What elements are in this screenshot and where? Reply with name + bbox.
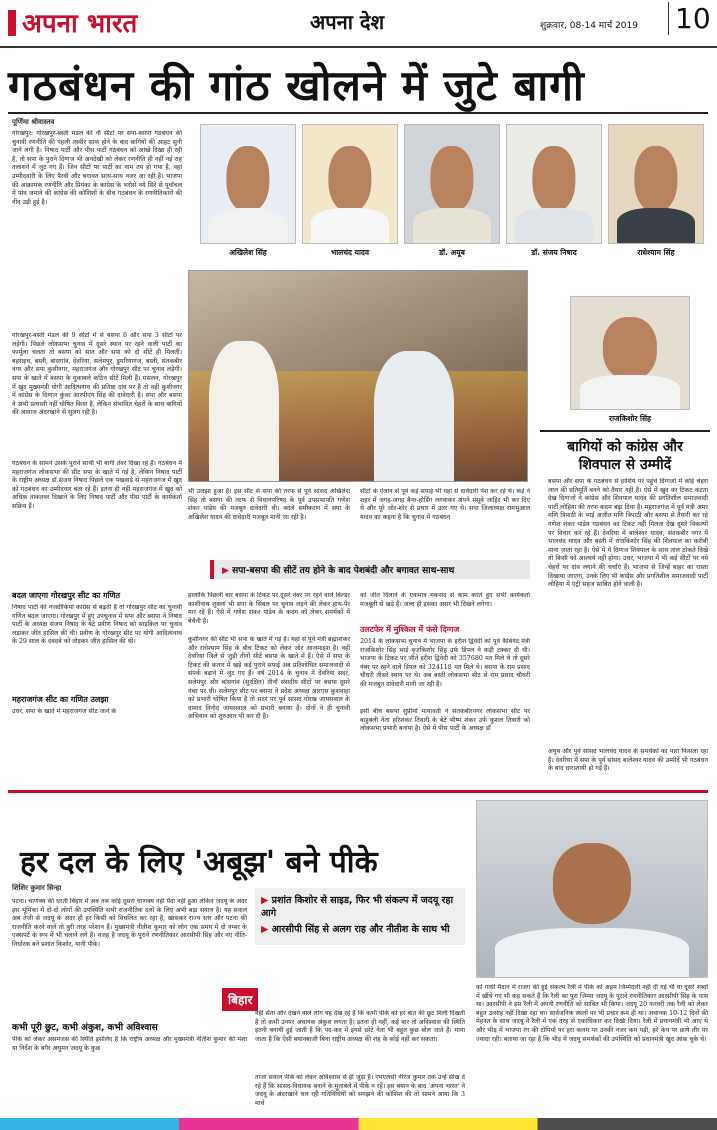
story1-paragraph: 2014 के लोकसभा चुनाव में भाजपा के हरीश द्विवेदी को पूर्व कैबिनेट मंत्री राजकिशोर सिंह भाई बृजकिशोर सिंह उर्फ डिंपल ने कड़ी टक्कर दी थी। भाजपा के टिकट पर जीते हरीश द्विवेदी को 357680 मत मिले थे तो दूसरे नंबर पर रहने वाले डिंपल को 324118 मत मिले थे। बसपा के राम प्रसाद चौधरी तीसरे स्थान पर थे। अब बस्ती लोकसभा सीट से राम प्रसाद चौधरी की मजबूत दावेदारी मानी जा रही है। (360, 638, 530, 688)
story2-paragraph: पीके को लेकर असमंजस की स्थिति इसलिए है कि राष्ट्रीय अध्यक्ष और मुख्यमंत्री नीतीश कुमार की मंशा या निर्देश के बगैर अघुमन जदयू के कुछ (12, 1036, 247, 1052)
portrait-photo (302, 124, 398, 244)
pull-quote (255, 888, 465, 945)
portrait-caption: राजकिशोर सिंह (609, 414, 651, 423)
story1-paragraph: इसी बीच बसपा सुप्रीमो मायावती ने संतकबीरनगर लोकसभा सीट पर बाहुबली नेता हरिशंकर तिवारी के बेटे भीष्म शंकर उर्फ कुशल तिवारी को लोकसभा प्रभारी बनाया है। ऐसे में पीस पार्टी के अध्यक्ष डॉ (360, 708, 530, 733)
story1-subhead: महराजगंज सीट का गणित उलझा (12, 695, 109, 704)
story2-subhead: कभी पूरी छुट, कभी अंकुश, कभी अविश्वास (12, 1023, 158, 1033)
region-tag: बिहार (222, 988, 258, 1011)
story1-paragraph: गठबंधन के सामने उसके पुराने साथी भी बागी तेवर दिखा रहे हैं। गठबंधन में महराजगंज लोकसभा की सीट सपा के खाते में गई है, लेकिन निषाद पार्टी के राष्ट्रीय अध्यक्ष डॉ.संजय निषाद पिछले एक पखवाड़े से महराजगंज में खुद को गठबंधन का उम्मीदवार बता रहे हैं। इतना ही नहीं महराजगंज में खुद को अधिक ताकतवर दिखाने के लिए निषाद पार्टी और पीस पार्टी के कार्यकर्ता सक्रिय हैं। (12, 460, 182, 510)
story2-paragraph: नहीं सेंता और देखने वाले लोग यह देख रहे हैं कि कभी पीके को हर बात की छूट मिली दिखती है तो कभी उनपर अचानक अंकुश लगता है। इतना ही नहीं, कई बार तो अविश्वास की स्थिति इतनी बनायी हुई जाती है कि पद-कद में इनसे छोटे नेता भी बहुत कुछ बोल जाते हैं। माना जाता है कि ऐसी बयानबाजी बिना राष्ट्रीय अध्यक्ष की शह के कोई नहीं कर सकता। (255, 1010, 465, 1043)
story1-headline: गठबंधन की गांठ खोलने में जुटे बागी (8, 61, 585, 110)
shirt (617, 208, 696, 243)
portrait-photo (404, 124, 500, 244)
story1-paragraph: उधर, सपा के खाते में महराजगंज सीट जाने के (12, 708, 117, 715)
story1-paragraph: को जीत दिलाने के एकमात्र मकसद से काम करते हुए सभी कार्यकर्ता मजबूती से खड़े हैं। जल्द ही इसका असर भी दिखने लगेगा। (360, 592, 530, 608)
portrait-row (200, 124, 708, 264)
shirt (209, 208, 288, 243)
story1-paragraph: निषाद पार्टी की नजदीकियां कांग्रेस से बढ़ती हैं तो गोरखपुर सीट का चुनावी गणित बदल जाएगा। गोरखपुर में हुए उपचुनाव में सपा और बसपा ने निषाद पार्टी के अध्यक्ष संजय निषाद के बेटे प्रवीण निषाद को साइकिल पर चुनाव लड़ाकर जीत हासिल की थी। प्रवीण के गोरखपुर सीट पर योगी आदित्यनाथ के 29 साल के दबदबे को तोड़कर जीत हासिल की थी। (12, 604, 182, 646)
shirt (580, 375, 679, 409)
portrait-rajkishore (570, 296, 690, 410)
bullet-arrow-icon: ▶ (222, 566, 233, 576)
person-figure (374, 351, 454, 481)
pull-quote-text: आरसीपी सिंह से अलग राह और नीतीश के साथ भी (271, 924, 450, 935)
box-paragraph: अयूब और पूर्व सांसद भालचंद यादव के समर्थकों का पारा फिसला रहा है। देवरिया में सपा के पूर्व सांसद बालेश्वर यादव की उम्मीदें भी गठबंधन के बाद धाराशायी हो गई हैं। (548, 748, 708, 773)
bullet-arrow-icon: ▶ (261, 924, 272, 935)
brand-name: अपना भारत (22, 9, 138, 39)
portrait-caption: डॉ. संजय निषाद (531, 248, 577, 257)
bullet-arrow-icon: ▶ (261, 895, 272, 906)
divider (540, 430, 710, 432)
divider (8, 112, 708, 114)
story1-banner (210, 560, 530, 579)
portrait-caption: राधेश्याम सिंह (637, 248, 675, 257)
story2-headline: हर दल के लिए 'अबूझ' बने पीके (20, 845, 378, 880)
box-headline: बागियों को कांग्रेस और शिवपाल से उम्मीदें (567, 439, 683, 473)
person-figure (209, 341, 279, 481)
face (603, 317, 657, 380)
face (430, 146, 473, 212)
story1-paragraph: गोरखपुर-बस्ती मंडल की 9 सीटों में से बसपा 6 और सपा 3 सीटों पर लड़ेगी। पिछले लोकसभा चुनाव में दूसरे स्थान पर रहने वाली पार्टी का फार्मूला चलता तो बसपा को सात और सपा को दो सीटें ही मिलतीं। बहराइच, बस्ती, बांसगांव, देवरिया, सलेमपुर, डुमरियागंज, बस्ती, संतकबीर नगर और सपा कुशीनगर, महराजगंज और गोरखपुर सीट पर चुनाव लड़ेगी। सपा के खाते में बसपा के मुकाबले कठिन सीटें मिली हैं। मसलन, गोरखपुर में खुद मुख्यमंत्री योगी आदित्यनाथ की प्रतिष्ठा दांव पर है तो वहीं कुशीनगर में कांग्रेस के दिग्गज कुंवर आरपीएन सिंह की दावेदारी है। सपा और बसपा ने अभी प्रत्याशी नहीं घोषित किया है, लेकिन संभावित चेहरों के साथ बागियों की आवाज अंदरखाने से सुलग रही है। (12, 332, 182, 417)
section-title: अपना देश (310, 10, 385, 34)
shirt (311, 208, 390, 243)
print-color-bar (0, 1118, 717, 1130)
shirt (515, 208, 594, 243)
story2-paragraph: को गांधी मैदान में राजग की हुई संकल्प रैली में पीके को अहम जिम्मेदारी नहीं दी गई थी या दूसरे शब्दों में खींचे गए भी कह सकते हैं कि रैली का पूरा जिम्मा जदयू के पुराने रणनीतिकार आरसीपी सिंह के पास था। आरसीपी ने इस रैली में अपनी रणनीति को साबित भी किया। जदयू 20 फरवरी तक रैली को लेकर बहुत उत्साह नहीं दिखा रहा था। सार्वजनिक स्थलों पर भी प्रचार कम ही था। अचानक 10-12 दिनों की मेहनत के साथ जदयू ने रैली में एक तरह से एकाधिकार कर दिखा दिया। रैली में प्रधानमंत्री भी आए थे और भीड़ में भाजपा रंग की टोपियों पर हरा कलम पर उनकी नजर कम पड़ी, हरे केप पर छाये तीर पर ज्यादा रही। बताया जा रहा है कि भीड़ में जदयू समर्थकों की उपस्थिति को प्रधानमंत्री खुद आंक चुके थे। (476, 984, 708, 1043)
brand-logo (8, 10, 16, 36)
issue-date: शुक्रवार, 08-14 मार्च 2019 (540, 21, 638, 31)
pull-quote-line (261, 894, 459, 920)
banner-text: सपा-बसपा की सीटें तय होने के बाद पेशबंदी और बगावत साथ-साथ (232, 566, 455, 576)
portrait-photo (608, 124, 704, 244)
face (634, 146, 677, 212)
section-divider (8, 790, 708, 793)
shirt (413, 208, 492, 243)
page-number: 10 (668, 2, 711, 35)
story1-subhead: उलटफेर में मुश्किल में फंसे दिग्गज (360, 625, 460, 634)
story1-paragraph: गोरखपुर: गोरखपुर-बस्ती मंडल की नौ सीटों पर सपा-बसपा गठबंधन की चुनावी रणनीति की पहली तस्वीर साफ होने के बाद बागियों की आहट सुनी जाने लगी है। निषाद पार्टी और पीस पार्टी गठबंधन को आंखें दिखा ही रही है, तो सपा के पुराने दिग्गज भी अनदेखी को लेकर रणनीति ही नहीं नई राह तलाशने में जुट गए हैं। जिन सीटों पर पार्टी का नाम तय हो गया है, वहां उम्मीदवारी के लिए पैरवी और बगावत साथ-साथ नजर आ रही है। भाजपा की आक्रामक रणनीति और प्रियंका के कांग्रेस के भरोसे नये सिरे से पूर्वांचल में पांव जमाने की कांग्रेस की कोशिशों के बीच गठबंधन के रणनीतिकारों की नींद उड़ी हुई है। (12, 130, 182, 206)
pk-photo (476, 800, 708, 978)
story1-paragraph: सीटों के ऐलान से पूर्व कई सपाई भी यहां से दावेदारी पेश कर रहे थे। कई ने शहर में जगह-जगह बैनर-होर्डिंग लगवाकर अपने मंसूबे जाहिर भी कर दिए थे और पूरे जोर-शोर से प्रचार में उतर गए थे। सपा जिलाध्यक्ष रामभुआल यादव का कहना है कि चुनाव में गठबंधन (360, 488, 530, 521)
pull-quote-line (261, 923, 459, 936)
story2-paragraph: ताजा सवाल पीके को लेकर अविश्वास से ही जुड़ा है। एमएलसी नीरज कुमार तक उन्हें सीख दे रहे हैं कि सांसद-विधायक बनाने के मुताबले में पीके न रहें। इस बयान के बाद 'अपना भारत' ने जदयू के अंदरखाने चल रही गतिविधियों को समझने की कोशिश की तो सामने आया कि 3 मार्च (255, 1074, 465, 1107)
portrait-caption: डॉ. अयूब (439, 248, 465, 257)
portrait-card (200, 124, 296, 264)
face (226, 146, 269, 212)
story2-byline: शिशिर कुमार सिन्हा (12, 884, 62, 892)
portrait-card (302, 124, 398, 264)
portrait-card (608, 124, 704, 264)
portrait-card (404, 124, 500, 264)
face (328, 146, 371, 212)
masthead (0, 0, 717, 48)
pull-quote-text: प्रशांत किशोर से साइड, फिर भी संकल्प में जदयू रहा आगे (261, 895, 454, 919)
portrait-photo (506, 124, 602, 244)
shirt (495, 928, 688, 977)
portrait-photo (200, 124, 296, 244)
face (532, 146, 575, 212)
story2-paragraph: पटना। चाणक्य की धरती बिहार में अब तक कोई दूसरा चाणक्य नहीं पैदा नहीं हुआ लेकिन जदयू के अंदर इस भूमिका में दो-दो लोगों की उपस्थिति सभी राजनीतिक दलों के लिए अभी बड़ा सवाल है। यह सवाल अब तेजी से जदयू के अंदर ही हर किसी को विचलित कर रहा है, खासकर राज्य स्तर और पटना की राजनीति करने वाले तो बुरी तरह परेशान हैं। मुख्यमंत्री नीतीश कुमार को लोग एक समय में दो नम्बर के एक्सपर्ट के रूप में भी चलाने लगे हैं। वजह है जदयू के पुराने रणनीतिकार आरसीपी सिंह और नए नीति-निर्धारक बने प्रशांत किशोर, यानी पीके। (12, 898, 247, 948)
story1-byline: पूर्णिमा श्रीवास्तव (12, 118, 55, 126)
story1-paragraph: हालांकि पिछली बार बसपा के टिकट पर दूसरे नंबर पर रहने वाले बिल्डर काशीनाथ शुक्ला भी सपा के सिंबल पर चुनाव लड़ने की लेकर हाथ-पैर मार रहे हैं। ऐसे में गणेश शंकर पांडेय के कदम को लेकर समर्थकों में बेचैनी है। (188, 592, 350, 625)
face (553, 843, 631, 924)
portrait-card (506, 124, 602, 264)
portrait-caption: अखिलेश सिंह (229, 248, 267, 257)
story1-subhead: बदल जाएगा गोरखपुर सीट का गणित (12, 591, 121, 600)
box-paragraph: बसपा और सपा के गठबंधन से हाशिये पर पहुंचे दिग्गजों में कोई चेहरा लाल की प्रतिमूर्ति बनने को तैयार नहीं है। ऐसे में खुद का टिकट कटता देख दिग्गजों ने कांग्रेस और शिवपाल यादव की प्रगतिशील समाजवादी पार्टी लोहिया की तरफ कदम बढ़ा दिया है। महराजगंज में पूर्व मंत्री अमर मणि त्रिपाठी के भाई अजीत मणि त्रिपाठी और बसपा से तैयारी कर रहे गणेश शंकर पांडेय गठबंधन का टिकट नहीं मिलता देख दूसरे विकल्पों पर विचार कर रहे हैं। देवरिया में बालेश्वर यादव, संतकबीर नगर में भालचंद यादव और बस्ती में राजकिशोर सिंह की शिवपाल का करीबी माना जाता रहा है। ऐसे में ये दिग्गज शिवपाल के साथ ताल ठोकते दिखे तो किसी को आश्चर्य नहीं होगा। उधर, भाजपा में भी कई सीटों पर नये चेहरों पर दांव लगाने की चर्चाएं हैं। भाजपा से जिन्हें बाहर का रास्ता दिखाया जाएगा, उनके लिए भी कांग्रेस और प्रगतिशील समाजवादी पार्टी लोहिया में एंट्री सहज साबित होने वाली है। (548, 478, 708, 589)
story1-paragraph: भी उलझा हुआ है। इस सीट से सपा की तरफ से पूर्व सांसद अखिलेश सिंह तो बसपा की तरफ से विधानपरिषद के पूर्व उपसभापति गणेश शंकर पांडेय की मजबूत दावेदारी थी। बदले समीकरण में सपा के अखिलेश यादव की दावेदारी मजबूत मानी जा रही है। (188, 488, 350, 521)
rally-photo (188, 270, 528, 482)
portrait-caption: भालचंद यादव (330, 248, 370, 257)
story1-paragraph: कुशीनगर की सीट भी सपा के खाते में गई है। यहां से पूर्व मंत्री ब्रह्माशंकर और राधेश्याम सिंह के बीच टिकट को लेकर जोर आजमाइश है। वहीं देवरिया जिले से जुड़ी तीनों सीटें बसपा के खाते में हैं। ऐसे में सपा के टिकट की कतार में खड़े कई पुराने सपाई अब प्रतिशोधित समाजवादी से संपर्क बढ़ाने में जुट गए हैं। वर्ष 2014 के चुनाव में देवरिया सदर, सलेमपुर और बांसगांव (सुरक्षित) तीनों संसदीय सीटों पर बसपा दूसरे नंबर पर थी। सलेमपुर सीट पर बसपा ने प्रदेश अध्यक्ष आरएस कुशवाहा को प्रभारी घोषित किया है तो सदर पर पूर्व सांसद गोरख जायसवाल के दामाद विनोद जायसवाल को प्रभारी बनाया है। दोनों ने ही चुनावी अभियान को शुरुआत भी कर दी है। (188, 636, 350, 721)
